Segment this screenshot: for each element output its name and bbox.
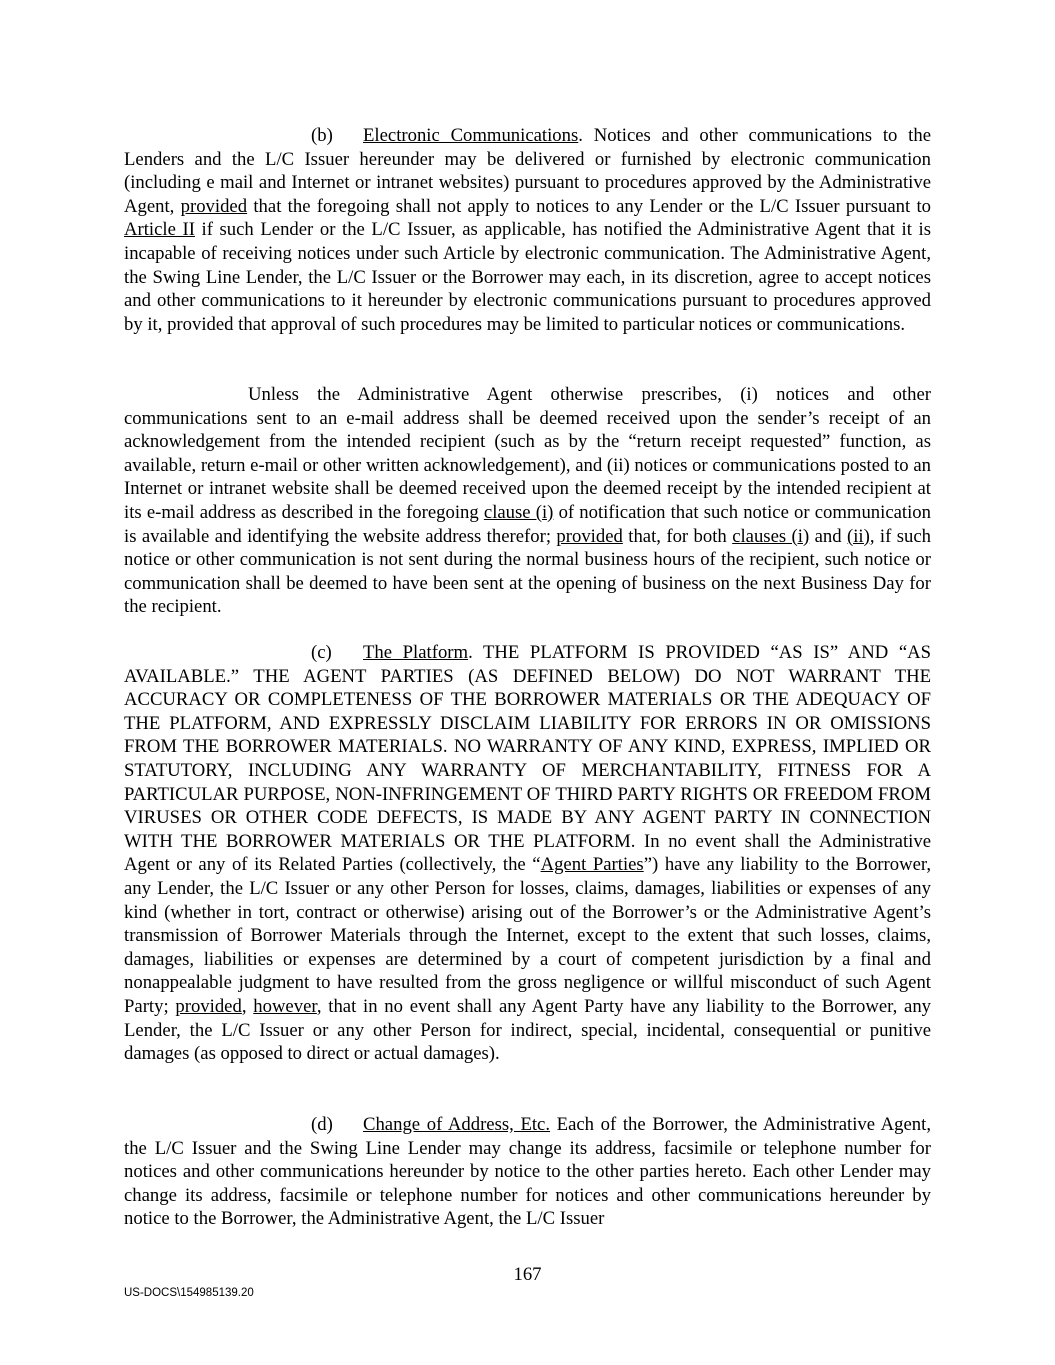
section-c-text-2: ”) have any liability to the Borrower, any Lender, the L/C Issuer or any other Person for losses, claims, damages, liabilities or expenses of any kind (whether in tort, contract or otherwise) arising out of the Borrower’s or the Administrative Agent’s transmission of Borrower Materials through the Internet, except to the extent that such losses, claims, damages, liabilities or expenses are determined by a court of competent jurisdiction by a final and nonappealable judgment to have resulted from the gross negligence or willful misconduct of such Agent Party; — [124, 854, 932, 1017]
section-c-the-platform — [124, 641, 931, 1066]
unless-provided: provided — [556, 525, 623, 547]
section-c-text-3: , — [241, 995, 254, 1017]
section-c-label: (c) — [311, 642, 332, 663]
section-b-text-2: that the foregoing shall not apply to notices to any Lender or the L/C Issuer pursuant to — [247, 195, 932, 217]
unless-clause-i: clause (i) — [483, 501, 554, 523]
section-c-agent-parties: Agent Parties — [540, 854, 644, 876]
section-c-text-4: , that in no event shall any Agent Party have any liability to the Borrower, any Lender, the L/C Issuer or any other Person for indirect, special, incidental, consequential or punitive damages (as opposed to direct or actual damages). — [124, 995, 932, 1065]
unless-clause-ii: (ii) — [847, 525, 870, 547]
section-c-heading: The Platform — [363, 642, 469, 663]
section-c-text-1: . THE PLATFORM IS PROVIDED “AS IS” AND “AS AVAILABLE.” THE AGENT PARTIES (AS DEFINED BELOW) DO NOT WARRANT THE ACCURACY OR COMPLETENESS OF THE BORROWER MATERIALS OR THE ADEQUACY OF THE PLATFORM, AND EXPRESSLY DISCLAIM LIABILITY FOR ERRORS IN OR OMISSIONS FROM THE BORROWER MATERIALS. NO WARRANTY OF ANY KIND, EXPRESS, IMPLIED OR STATUTORY, INCLUDING ANY WARRANTY OF MERCHANTABILITY, FITNESS FOR A PARTICULAR PURPOSE, NON-INFRINGEMENT OF THIRD PARTY RIGHTS OR FREEDOM FROM VIRUSES OR OTHER CODE DEFECTS, IS MADE BY ANY AGENT PARTY IN CONNECTION WITH THE BORROWER MATERIALS OR THE PLATFORM. In no event shall the Administrative Agent or any of its Related Parties (collectively, the “ — [124, 642, 931, 876]
unless-clauses-i: clauses (i) — [732, 525, 810, 547]
section-d-label: (d) — [311, 1114, 333, 1135]
section-b-heading: Electronic Communications — [363, 125, 579, 146]
section-b-electronic-communications — [124, 124, 931, 336]
section-d-heading: Change of Address, Etc. — [363, 1114, 551, 1135]
unless-text-2: of notification that such notice or communication is available and identifying the website address therefor; — [124, 501, 931, 547]
page-number: 167 — [513, 1264, 542, 1285]
document-id: US-DOCS\154985139.20 — [124, 1287, 254, 1299]
section-b-text-1: . Notices and other communications to the Lenders and the L/C Issuer hereunder may be delivered or furnished by electronic communication (including e mail and Internet or intranet websites) pursuant to procedures approved by the Administrative Agent, — [124, 125, 931, 217]
unless-text-5: , if such notice or other communication is not sent during the normal business hours of the recipient, such notice or communication shall be deemed to have been sent at the opening of business on the next Business Day for the recipient. — [124, 525, 931, 618]
section-c-provided: provided — [175, 995, 242, 1017]
section-b-label: (b) — [311, 125, 333, 146]
unless-text-3: that, for both — [622, 525, 733, 547]
paragraph-unless-prescribed — [124, 383, 931, 619]
section-b-text-3: if such Lender or the L/C Issuer, as applicable, has notified the Administrative Agent that it is incapable of receiving notices under such Article by electronic communication. The Administrative Agent, the Swing Line Lender, the L/C Issuer or the Borrower may each, in its discretion, agree to accept notices and other communications to it hereunder by electronic communications pursuant to procedures approved by it, provided that approval of such procedures may be limited to particular notices or communications. — [124, 219, 931, 335]
section-c-however: however — [253, 995, 317, 1017]
section-b-provided: provided — [180, 195, 248, 217]
unless-text-1: Unless the Administrative Agent otherwise prescribes, (i) notices and other communications sent to an e-mail address shall be deemed received upon the sender’s receipt of an acknowledgement from the intended recipient (such as by the “return receipt requested” function, as available, return e-mail or other written acknowledgement), and (ii) notices or communications posted to an Internet or intranet website shall be deemed received upon the deemed receipt by the intended recipient at its e-mail address as described in the foregoing — [124, 384, 931, 523]
section-b-article-ref: Article II — [124, 219, 195, 241]
section-d-text-1: Each of the Borrower, the Administrative Agent, the L/C Issuer and the Swing Line Lender may change its address, facsimile or telephone number for notices and other communications hereunder by notice to the other parties hereto. Each other Lender may change its address, facsimile or telephone number for notices and other communications hereunder by notice to the Borrower, the Administrative Agent, the L/C Issuer — [124, 1114, 931, 1230]
unless-text-4: and — [809, 525, 847, 547]
section-d-change-of-address — [124, 1113, 931, 1231]
